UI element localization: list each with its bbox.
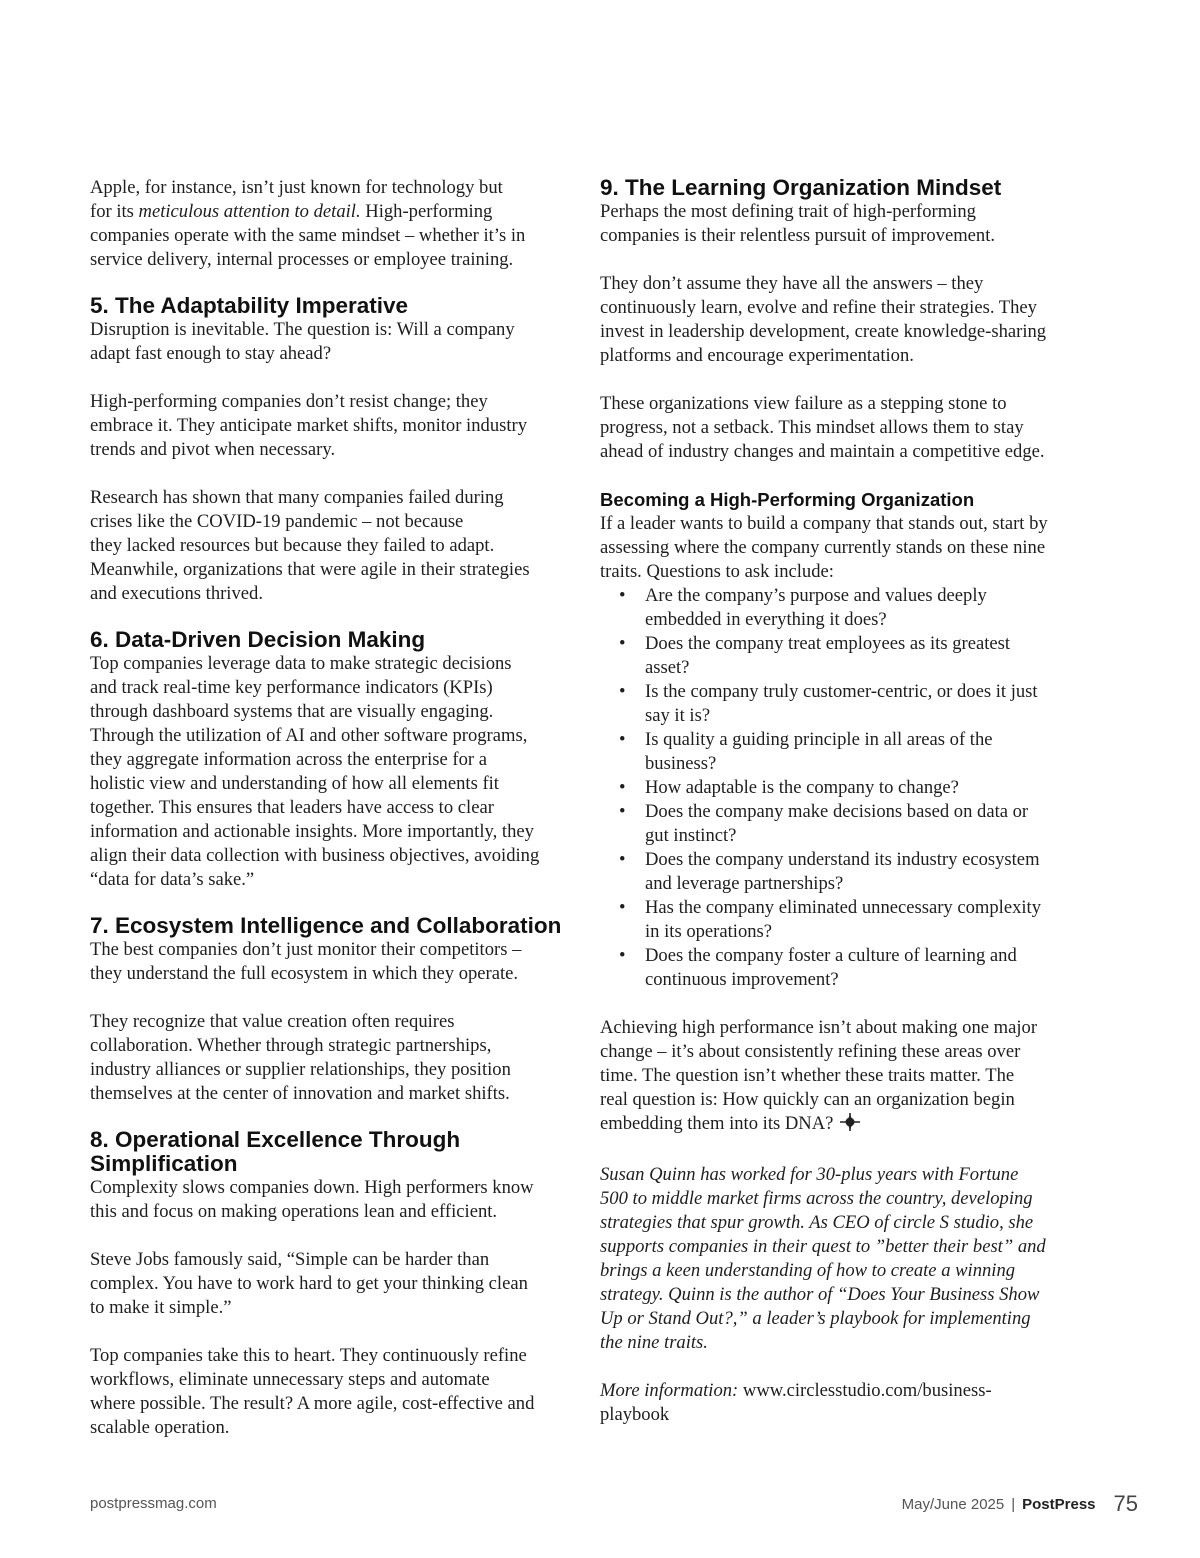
- closing-paragraph: Achieving high performance isn’t about making one major change – it’s about consistently refining these areas over time. The question isn’t whether these traits matter. The real question is: How quickly can an organization begin embedding them into its DNA?: [600, 1016, 1086, 1139]
- heading-5-adaptability: 5. The Adaptability Imperative: [90, 293, 408, 318]
- intro-paragraph: Apple, for instance, isn’t just known for technology but for its meticulous attention to detail. High-performing companies operate with the same mindset – whether it’s in service delivery, internal processes or employee training.: [90, 177, 526, 270]
- footer-brand: PostPress: [1022, 1496, 1096, 1513]
- paragraph: They don’t assume they have all the answers – they continuously learn, evolve and refine their strategies. They invest in leadership development, create knowledge-sharing platforms and encourage experimentation.: [600, 273, 1047, 366]
- paragraph: Top companies leverage data to make strategic decisions and track real-time key performance indicators (KPIs) through dashboard systems that are visually engaging. Through the utilization of AI and other software programs, they aggregate information across the enterprise for a holistic view and understanding of how all elements fit together. This ensures that leaders have access to clear information and actionable insights. More importantly, they align their data collection with business objectives, avoiding “data for data’s sake.”: [90, 653, 540, 890]
- end-mark-icon: [839, 1112, 861, 1139]
- heading-6-data-driven: 6. Data-Driven Decision Making: [90, 627, 426, 652]
- paragraph: If a leader wants to build a company that stands out, start by assessing where the company currently stands on these nine traits. Questions to ask include:: [600, 513, 1048, 582]
- heading-9-learning: 9. The Learning Organization Mindset: [600, 175, 1002, 200]
- list-item: • Does the company treat employees as its greatest asset?: [619, 633, 1011, 678]
- paragraph: Research has shown that many companies failed during crises like the COVID-19 pandemic – not because they lacked resources but because they failed to adapt. Meanwhile, organizations that were agile in their strategies and executions thrived.: [90, 487, 530, 604]
- left-column: [90, 176, 572, 1440]
- heading-7-ecosystem: 7. Ecosystem Intelligence and Collaboration: [90, 913, 562, 938]
- paragraph: Steve Jobs famously said, “Simple can be harder than complex. You have to work hard to get your thinking clean to make it simple.”: [90, 1249, 528, 1318]
- list-item: • Does the company understand its industry ecosystem and leverage partnerships?: [619, 849, 1040, 894]
- footer-issue-date: May/June 2025: [901, 1496, 1005, 1513]
- paragraph: The best companies don’t just monitor their competitors – they understand the full ecosystem in which they operate.: [90, 939, 522, 984]
- more-info-label: More information:: [600, 1380, 739, 1401]
- subheading-becoming: Becoming a High-Performing Organization: [600, 489, 975, 510]
- paragraph: Disruption is inevitable. The question is: Will a company adapt fast enough to stay ahead?: [90, 319, 515, 364]
- paragraph: Top companies take this to heart. They continuously refine workflows, eliminate unnecessary steps and automate where possible. The result? A more agile, cost-effective and scalable operation.: [90, 1345, 535, 1438]
- list-item: • Is quality a guiding principle in all areas of the business?: [619, 729, 993, 774]
- paragraph: High-performing companies don’t resist change; they embrace it. They anticipate market shifts, monitor industry trends and pivot when necessary.: [90, 391, 528, 460]
- list-item: • Has the company eliminated unnecessary complexity in its operations?: [619, 897, 1042, 942]
- footer-issue: [902, 1492, 1138, 1516]
- list-item: • Are the company’s purpose and values deeply embedded in everything it does?: [619, 585, 987, 630]
- list-item: • Does the company make decisions based on data or gut instinct?: [619, 801, 1029, 846]
- heading-8-operational: 8. Operational Excellence Through Simplification: [90, 1127, 461, 1176]
- list-item: • Is the company truly customer-centric, or does it just say it is?: [619, 681, 1038, 726]
- page-number: 75: [1113, 1491, 1138, 1516]
- footer-site: postpressmag.com: [90, 1495, 217, 1512]
- more-info-link[interactable]: www.circlesstudio.com/business-: [738, 1380, 992, 1401]
- paragraph: Perhaps the most defining trait of high-performing companies is their relentless pursuit of improvement.: [600, 201, 996, 246]
- footer-separator: |: [1011, 1496, 1016, 1513]
- right-column: [600, 176, 1086, 1427]
- paragraph: These organizations view failure as a stepping stone to progress, not a setback. This mindset allows them to stay ahead of industry changes and maintain a competitive edge.: [600, 393, 1045, 462]
- more-info-link-cont[interactable]: playbook: [600, 1404, 670, 1425]
- more-information: [600, 1379, 1086, 1427]
- paragraph: Complexity slows companies down. High performers know this and focus on making operations lean and efficient.: [90, 1177, 534, 1222]
- list-item: • Does the company foster a culture of learning and continuous improvement?: [619, 945, 1017, 990]
- paragraph: They recognize that value creation often requires collaboration. Whether through strategic partnerships, industry alliances or supplier relationships, they position themselves at the center of innovation and market shifts.: [90, 1011, 511, 1104]
- list-item: • How adaptable is the company to change?: [619, 777, 959, 798]
- questions-list: [600, 584, 1086, 992]
- author-bio: Susan Quinn has worked for 30-plus years with Fortune 500 to middle market firms across the country, developing strategies that spur growth. As CEO of circle S studio, she supports companies in their quest to ”better their best” and brings a keen understanding of how to create a winning strategy. Quinn is the author of “Does Your Business Show Up or Stand Out?,” a leader’s playbook for implementing the nine traits.: [600, 1164, 1046, 1353]
